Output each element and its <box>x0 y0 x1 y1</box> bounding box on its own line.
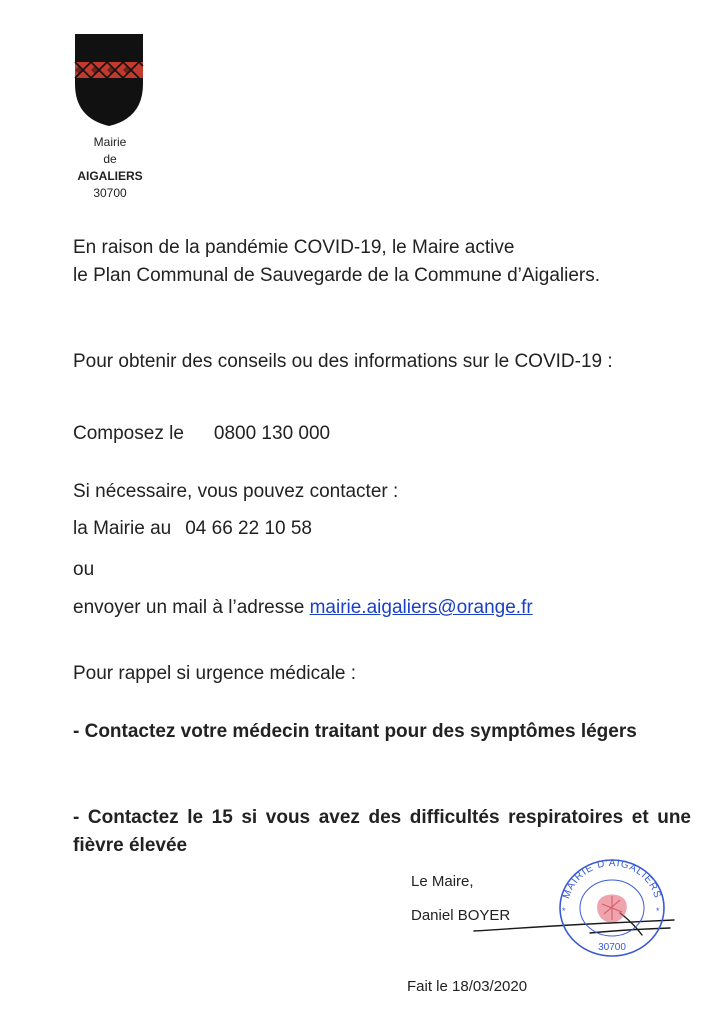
intro-line2: le Plan Communal de Sauvegarde de la Commune d’Aigaliers. <box>73 265 601 286</box>
mairie-label: la Mairie au <box>73 518 172 539</box>
svg-text:MAIRIE D'AIGALIERS: MAIRIE D'AIGALIERS <box>561 857 663 901</box>
mairie-header <box>60 134 160 202</box>
compose-line <box>73 420 691 448</box>
svg-text:30700: 30700 <box>598 942 626 953</box>
header-postcode: 30700 <box>93 186 127 200</box>
header-town: AIGALIERS <box>77 169 143 183</box>
compose-label: Composez le <box>73 423 184 444</box>
compose-number: 0800 130 000 <box>213 423 331 444</box>
advice-text: Pour obtenir des conseils ou des informations sur le COVID-19 : <box>73 351 613 372</box>
signature-date: Fait le 18/03/2020 <box>407 978 528 995</box>
mairie-phone-line <box>73 515 691 543</box>
contact-text: Si nécessaire, vous pouvez contacter : <box>73 481 399 502</box>
header-label: Mairie <box>93 135 127 149</box>
coat-of-arms-icon <box>73 32 145 128</box>
signature-role: Le Maire, <box>411 873 474 890</box>
mail-label: envoyer un mail à l’adresse <box>73 597 305 618</box>
header-de: de <box>103 152 117 166</box>
svg-text:*: * <box>656 906 660 916</box>
urgence-title: Pour rappel si urgence médicale : <box>73 663 357 684</box>
svg-text:*: * <box>562 906 566 916</box>
or-text: ou <box>73 559 95 580</box>
mail-line <box>73 594 691 622</box>
urgence-item-1: - Contactez votre médecin traitant pour des symptômes légers <box>73 721 637 742</box>
urgence-item-2: - Contactez le 15 si vous avez des difficultés respiratoires et une fièvre élevée <box>73 807 691 856</box>
official-stamp-icon <box>552 852 672 958</box>
mairie-phone: 04 66 22 10 58 <box>185 518 313 539</box>
signature-name: Daniel BOYER <box>411 907 511 924</box>
intro-line1: En raison de la pandémie COVID-19, le Maire active <box>73 237 515 258</box>
email-link[interactable]: mairie.aigaliers@orange.fr <box>309 597 533 618</box>
